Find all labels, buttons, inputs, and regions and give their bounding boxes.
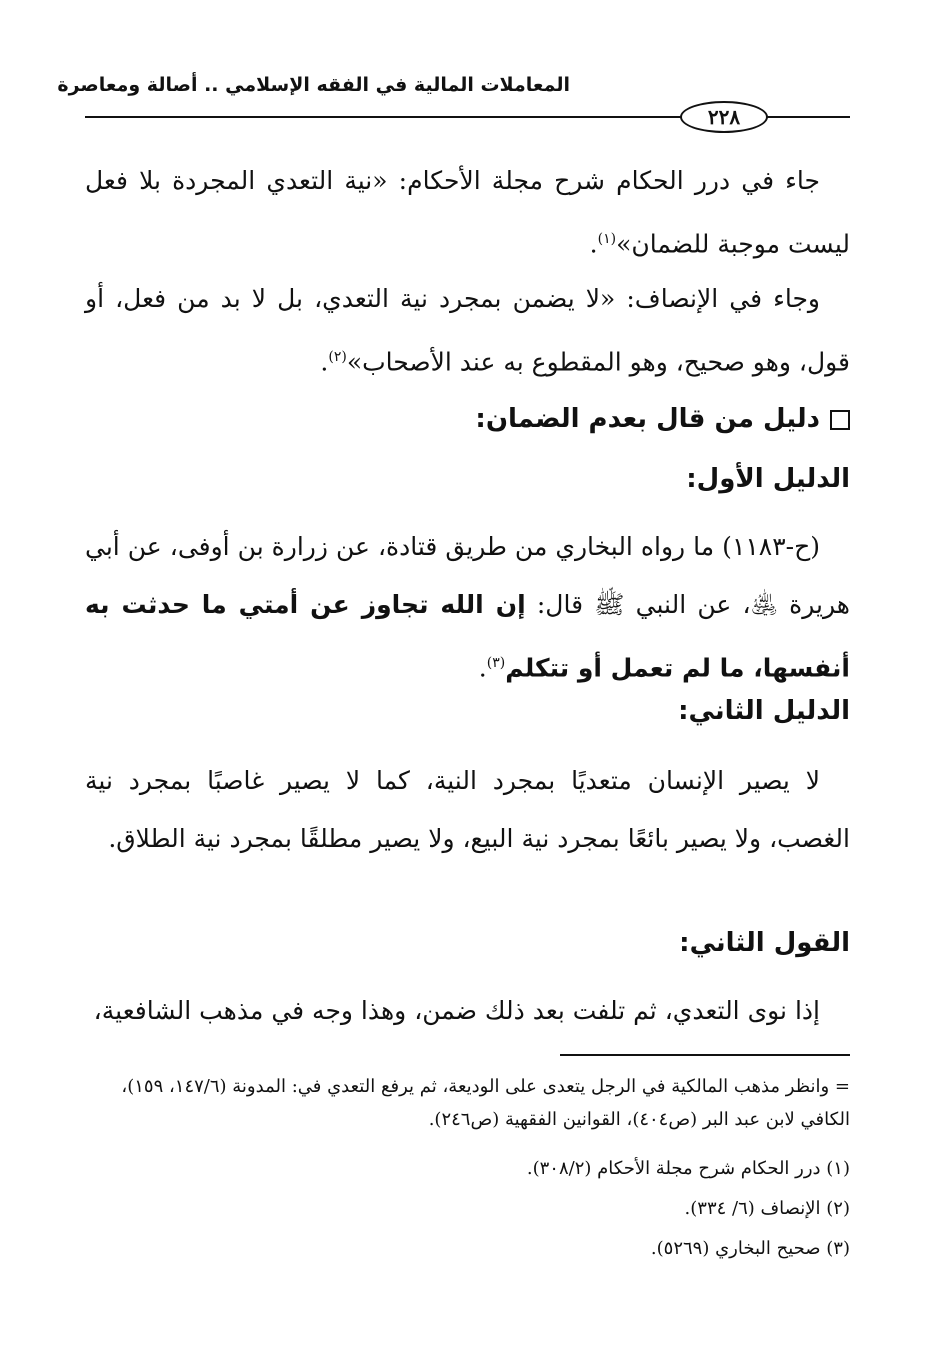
paragraph-hadith: (ح-١١٨٣) ما رواه البخاري من طريق قتادة، عن زرارة بن أوفى، عن أبي هريرة ﵁، عن النبي ﷺ قال: إن الله تجاوز عن أمتي ما حدثت به أنفسها، ما لم تعمل أو تتكلم$^{(٣)}$. [85,532,850,683]
paragraph-evidence-2-text: لا يصير الإنسان متعديًا بمجرد النية، كما لا يصير غاصبًا بمجرد نية الغصب، ولا يصير بائعًا بمجرد نية البيع، ولا يصير مطلقًا بمجرد نية الطلاق. [85,766,850,853]
footnote-ref-1: (١) [597,231,617,247]
footnote-3: (٣) صحيح البخاري (٥٢٦٩). [650,1238,850,1259]
paragraph-insaf: وجاء في الإنصاف: «لا يضمن بمجرد نية التعدي، بل لا بد من فعل، أو قول، وهو صحيح، وهو المقطوع به عند الأصحاب»$^{(٢)}$. [85,284,850,377]
footnote-rule [560,1054,850,1056]
paragraph-evidence-2 [85,752,850,868]
paragraph-hadith-intro: (ح-١١٨٣) ما رواه البخاري من طريق قتادة، عن زرارة بن أوفى، عن أبي هريرة ﵁، عن النبي ﷺ قال: [85,532,850,619]
footnote-ref-2: (٢) [328,349,347,365]
paragraph-opinion-2-text: إذا نوى التعدي، ثم تلفت بعد ذلك ضمن، وهذا وجه في مذهب الشافعية، [93,996,820,1025]
section-heading-text: دليل من قال بعدم الضمان: [475,404,820,434]
page-number-badge: ٢٢٨ [680,101,768,133]
opinion-2-heading: القول الثاني: [679,928,850,958]
footnote-continuation: = وانظر مذهب المالكية في الرجل يتعدى على الوديعة، ثم يرفع التعدي في: المدونة (١٤٧/٦، ١٥٩)، الكافي لابن عبد البر (ص٤٠٤)، القوانين الفقهية (ص٢٤٦). [121,1076,850,1130]
footnote-ref-3: (٣) [486,655,506,671]
footnote-2: (٢) الإنصاف (٦/ ٣٣٤). [684,1198,850,1219]
evidence-2-heading: الدليل الثاني: [678,696,850,726]
paragraph-insaf-text: وجاء في الإنصاف: «لا يضمن بمجرد نية التعدي، بل لا بد من فعل، أو قول، وهو صحيح، وهو المقطوع به عند الأصحاب» [85,284,850,377]
square-bullet-icon [830,410,850,430]
evidence-1-heading: الدليل الأول: [686,464,850,494]
paragraph-opinion-2 [85,982,850,1040]
section-heading [475,404,850,434]
running-header-title: المعاملات المالية في الفقه الإسلامي .. أصالة ومعاصرة [57,74,570,96]
paragraph-durar: جاء في درر الحكام شرح مجلة الأحكام: «نية التعدي المجردة بلا فعل ليست موجبة للضمان»$^{(١)}$. [85,166,850,259]
footnote-1: (١) درر الحكام شرح مجلة الأحكام (٣٠٨/٢). [526,1158,850,1179]
hadith-text: إن الله تجاوز عن أمتي ما حدثت به أنفسها، ما لم تعمل أو تتكلم [85,590,850,683]
paragraph-durar-text: جاء في درر الحكام شرح مجلة الأحكام: «نية التعدي المجردة بلا فعل ليست موجبة للضمان» [85,166,850,259]
